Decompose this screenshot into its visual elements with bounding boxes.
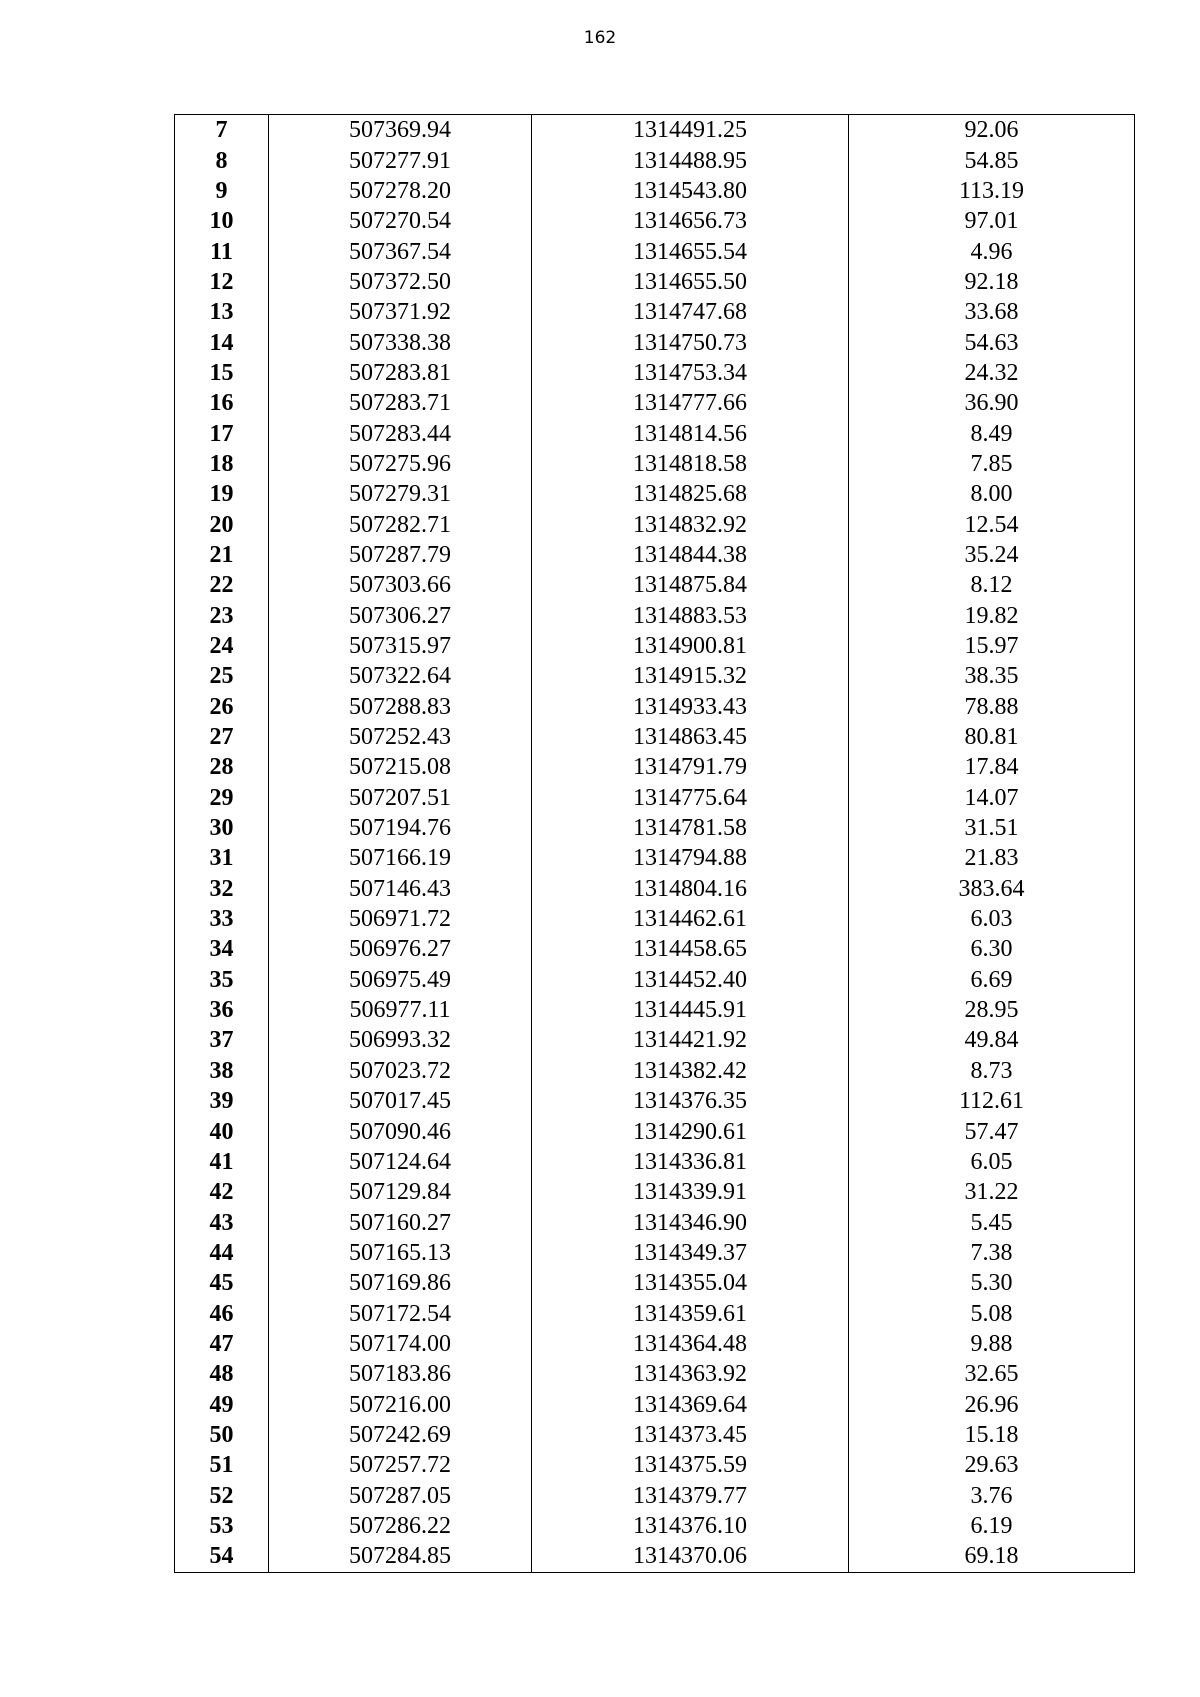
x-coordinate-cell: 506971.72	[269, 904, 532, 934]
table-row	[175, 509, 1135, 539]
x-coordinate-cell: 507322.64	[269, 661, 532, 691]
distance-cell: 8.49	[849, 418, 1135, 448]
y-coordinate-cell: 1314747.68	[532, 297, 849, 327]
y-coordinate-cell: 1314346.90	[532, 1207, 849, 1237]
table-row	[175, 1116, 1135, 1146]
table-row	[175, 297, 1135, 327]
distance-cell: 26.96	[849, 1389, 1135, 1419]
distance-cell: 6.05	[849, 1147, 1135, 1177]
table-row	[175, 1025, 1135, 1055]
distance-cell: 112.61	[849, 1086, 1135, 1116]
y-coordinate-cell: 1314462.61	[532, 904, 849, 934]
y-coordinate-cell: 1314363.92	[532, 1359, 849, 1389]
table-row	[175, 1359, 1135, 1389]
point-number-cell: 29	[175, 783, 269, 813]
table-row	[175, 1207, 1135, 1237]
point-number-cell: 22	[175, 570, 269, 600]
point-number-cell: 14	[175, 327, 269, 357]
x-coordinate-cell: 507090.46	[269, 1116, 532, 1146]
distance-cell: 6.69	[849, 965, 1135, 995]
x-coordinate-cell: 506975.49	[269, 965, 532, 995]
x-coordinate-cell: 507124.64	[269, 1147, 532, 1177]
table-row	[175, 1389, 1135, 1419]
x-coordinate-cell: 506976.27	[269, 934, 532, 964]
point-number-cell: 51	[175, 1450, 269, 1480]
y-coordinate-cell: 1314844.38	[532, 540, 849, 570]
point-number-cell: 8	[175, 145, 269, 175]
distance-cell: 7.85	[849, 449, 1135, 479]
x-coordinate-cell: 507172.54	[269, 1298, 532, 1328]
x-coordinate-cell: 507372.50	[269, 267, 532, 297]
distance-cell: 38.35	[849, 661, 1135, 691]
x-coordinate-cell: 507282.71	[269, 509, 532, 539]
point-number-cell: 23	[175, 601, 269, 631]
point-number-cell: 36	[175, 995, 269, 1025]
coordinates-table	[174, 114, 1135, 1573]
y-coordinate-cell: 1314359.61	[532, 1298, 849, 1328]
point-number-cell: 53	[175, 1511, 269, 1541]
point-number-cell: 24	[175, 631, 269, 661]
y-coordinate-cell: 1314875.84	[532, 570, 849, 600]
distance-cell: 57.47	[849, 1116, 1135, 1146]
distance-cell: 8.00	[849, 479, 1135, 509]
table-row	[175, 874, 1135, 904]
x-coordinate-cell: 507183.86	[269, 1359, 532, 1389]
x-coordinate-cell: 507367.54	[269, 236, 532, 266]
table-row	[175, 601, 1135, 631]
table-row	[175, 358, 1135, 388]
table-row	[175, 934, 1135, 964]
x-coordinate-cell: 507371.92	[269, 297, 532, 327]
table-row	[175, 479, 1135, 509]
x-coordinate-cell: 507207.51	[269, 783, 532, 813]
point-number-cell: 21	[175, 540, 269, 570]
y-coordinate-cell: 1314369.64	[532, 1389, 849, 1419]
table-row	[175, 1177, 1135, 1207]
y-coordinate-cell: 1314543.80	[532, 176, 849, 206]
y-coordinate-cell: 1314775.64	[532, 783, 849, 813]
distance-cell: 35.24	[849, 540, 1135, 570]
y-coordinate-cell: 1314915.32	[532, 661, 849, 691]
x-coordinate-cell: 506977.11	[269, 995, 532, 1025]
table-row	[175, 1541, 1135, 1572]
distance-cell: 15.18	[849, 1420, 1135, 1450]
point-number-cell: 11	[175, 236, 269, 266]
distance-cell: 6.30	[849, 934, 1135, 964]
y-coordinate-cell: 1314804.16	[532, 874, 849, 904]
y-coordinate-cell: 1314832.92	[532, 509, 849, 539]
x-coordinate-cell: 507023.72	[269, 1056, 532, 1086]
y-coordinate-cell: 1314825.68	[532, 479, 849, 509]
point-number-cell: 46	[175, 1298, 269, 1328]
x-coordinate-cell: 507315.97	[269, 631, 532, 661]
distance-cell: 54.85	[849, 145, 1135, 175]
x-coordinate-cell: 507216.00	[269, 1389, 532, 1419]
y-coordinate-cell: 1314863.45	[532, 722, 849, 752]
table-row	[175, 236, 1135, 266]
y-coordinate-cell: 1314750.73	[532, 327, 849, 357]
distance-cell: 14.07	[849, 783, 1135, 813]
distance-cell: 32.65	[849, 1359, 1135, 1389]
table-row	[175, 1268, 1135, 1298]
x-coordinate-cell: 507252.43	[269, 722, 532, 752]
y-coordinate-cell: 1314379.77	[532, 1480, 849, 1510]
point-number-cell: 7	[175, 115, 269, 146]
table-row	[175, 722, 1135, 752]
y-coordinate-cell: 1314445.91	[532, 995, 849, 1025]
x-coordinate-cell: 507283.81	[269, 358, 532, 388]
point-number-cell: 37	[175, 1025, 269, 1055]
x-coordinate-cell: 507306.27	[269, 601, 532, 631]
point-number-cell: 31	[175, 843, 269, 873]
distance-cell: 49.84	[849, 1025, 1135, 1055]
point-number-cell: 35	[175, 965, 269, 995]
point-number-cell: 43	[175, 1207, 269, 1237]
point-number-cell: 42	[175, 1177, 269, 1207]
y-coordinate-cell: 1314376.10	[532, 1511, 849, 1541]
point-number-cell: 17	[175, 418, 269, 448]
y-coordinate-cell: 1314375.59	[532, 1450, 849, 1480]
x-coordinate-cell: 507129.84	[269, 1177, 532, 1207]
distance-cell: 78.88	[849, 692, 1135, 722]
x-coordinate-cell: 507275.96	[269, 449, 532, 479]
table-row	[175, 570, 1135, 600]
x-coordinate-cell: 507270.54	[269, 206, 532, 236]
distance-cell: 383.64	[849, 874, 1135, 904]
point-number-cell: 10	[175, 206, 269, 236]
y-coordinate-cell: 1314488.95	[532, 145, 849, 175]
table-row	[175, 995, 1135, 1025]
point-number-cell: 41	[175, 1147, 269, 1177]
x-coordinate-cell: 507283.44	[269, 418, 532, 448]
distance-cell: 5.45	[849, 1207, 1135, 1237]
x-coordinate-cell: 507194.76	[269, 813, 532, 843]
y-coordinate-cell: 1314339.91	[532, 1177, 849, 1207]
x-coordinate-cell: 507174.00	[269, 1329, 532, 1359]
table-row	[175, 145, 1135, 175]
x-coordinate-cell: 507284.85	[269, 1541, 532, 1572]
table-row	[175, 1147, 1135, 1177]
distance-cell: 113.19	[849, 176, 1135, 206]
distance-cell: 29.63	[849, 1450, 1135, 1480]
y-coordinate-cell: 1314933.43	[532, 692, 849, 722]
distance-cell: 28.95	[849, 995, 1135, 1025]
distance-cell: 6.03	[849, 904, 1135, 934]
table-row	[175, 752, 1135, 782]
distance-cell: 17.84	[849, 752, 1135, 782]
point-number-cell: 9	[175, 176, 269, 206]
x-coordinate-cell: 507160.27	[269, 1207, 532, 1237]
distance-cell: 92.18	[849, 267, 1135, 297]
y-coordinate-cell: 1314781.58	[532, 813, 849, 843]
y-coordinate-cell: 1314364.48	[532, 1329, 849, 1359]
point-number-cell: 52	[175, 1480, 269, 1510]
y-coordinate-cell: 1314753.34	[532, 358, 849, 388]
point-number-cell: 50	[175, 1420, 269, 1450]
y-coordinate-cell: 1314349.37	[532, 1238, 849, 1268]
y-coordinate-cell: 1314376.35	[532, 1086, 849, 1116]
distance-cell: 33.68	[849, 297, 1135, 327]
point-number-cell: 13	[175, 297, 269, 327]
point-number-cell: 12	[175, 267, 269, 297]
table-row	[175, 418, 1135, 448]
table-row	[175, 115, 1135, 146]
x-coordinate-cell: 507277.91	[269, 145, 532, 175]
distance-cell: 8.12	[849, 570, 1135, 600]
point-number-cell: 45	[175, 1268, 269, 1298]
point-number-cell: 44	[175, 1238, 269, 1268]
distance-cell: 80.81	[849, 722, 1135, 752]
distance-cell: 7.38	[849, 1238, 1135, 1268]
table-row	[175, 176, 1135, 206]
point-number-cell: 25	[175, 661, 269, 691]
x-coordinate-cell: 507278.20	[269, 176, 532, 206]
x-coordinate-cell: 507283.71	[269, 388, 532, 418]
y-coordinate-cell: 1314290.61	[532, 1116, 849, 1146]
y-coordinate-cell: 1314421.92	[532, 1025, 849, 1055]
point-number-cell: 15	[175, 358, 269, 388]
point-number-cell: 39	[175, 1086, 269, 1116]
y-coordinate-cell: 1314814.56	[532, 418, 849, 448]
point-number-cell: 27	[175, 722, 269, 752]
y-coordinate-cell: 1314794.88	[532, 843, 849, 873]
y-coordinate-cell: 1314883.53	[532, 601, 849, 631]
distance-cell: 3.76	[849, 1480, 1135, 1510]
point-number-cell: 54	[175, 1541, 269, 1572]
table-row	[175, 327, 1135, 357]
distance-cell: 9.88	[849, 1329, 1135, 1359]
x-coordinate-cell: 506993.32	[269, 1025, 532, 1055]
distance-cell: 5.08	[849, 1298, 1135, 1328]
table-row	[175, 1329, 1135, 1359]
distance-cell: 6.19	[849, 1511, 1135, 1541]
table-row	[175, 1480, 1135, 1510]
y-coordinate-cell: 1314458.65	[532, 934, 849, 964]
point-number-cell: 40	[175, 1116, 269, 1146]
point-number-cell: 38	[175, 1056, 269, 1086]
x-coordinate-cell: 507369.94	[269, 115, 532, 146]
table-row	[175, 631, 1135, 661]
x-coordinate-cell: 507287.05	[269, 1480, 532, 1510]
x-coordinate-cell: 507165.13	[269, 1238, 532, 1268]
x-coordinate-cell: 507287.79	[269, 540, 532, 570]
table-row	[175, 1511, 1135, 1541]
y-coordinate-cell: 1314656.73	[532, 206, 849, 236]
table-row	[175, 449, 1135, 479]
table-row	[175, 1086, 1135, 1116]
table-row	[175, 843, 1135, 873]
x-coordinate-cell: 507242.69	[269, 1420, 532, 1450]
x-coordinate-cell: 507338.38	[269, 327, 532, 357]
x-coordinate-cell: 507288.83	[269, 692, 532, 722]
distance-cell: 69.18	[849, 1541, 1135, 1572]
table-row	[175, 965, 1135, 995]
distance-cell: 15.97	[849, 631, 1135, 661]
point-number-cell: 32	[175, 874, 269, 904]
point-number-cell: 16	[175, 388, 269, 418]
table-row	[175, 1450, 1135, 1480]
page-number: 162	[583, 28, 617, 48]
y-coordinate-cell: 1314655.54	[532, 236, 849, 266]
table-row	[175, 783, 1135, 813]
x-coordinate-cell: 507017.45	[269, 1086, 532, 1116]
table-row	[175, 388, 1135, 418]
distance-cell: 54.63	[849, 327, 1135, 357]
y-coordinate-cell: 1314373.45	[532, 1420, 849, 1450]
table-row	[175, 904, 1135, 934]
y-coordinate-cell: 1314900.81	[532, 631, 849, 661]
point-number-cell: 30	[175, 813, 269, 843]
point-number-cell: 33	[175, 904, 269, 934]
x-coordinate-cell: 507303.66	[269, 570, 532, 600]
table-row	[175, 1420, 1135, 1450]
point-number-cell: 18	[175, 449, 269, 479]
table-row	[175, 1238, 1135, 1268]
point-number-cell: 49	[175, 1389, 269, 1419]
y-coordinate-cell: 1314818.58	[532, 449, 849, 479]
table-row	[175, 206, 1135, 236]
y-coordinate-cell: 1314336.81	[532, 1147, 849, 1177]
table-row	[175, 1056, 1135, 1086]
y-coordinate-cell: 1314491.25	[532, 115, 849, 146]
x-coordinate-cell: 507286.22	[269, 1511, 532, 1541]
table-row	[175, 692, 1135, 722]
table-row	[175, 1298, 1135, 1328]
distance-cell: 21.83	[849, 843, 1135, 873]
distance-cell: 36.90	[849, 388, 1135, 418]
table-row	[175, 661, 1135, 691]
distance-cell: 97.01	[849, 206, 1135, 236]
distance-cell: 31.22	[849, 1177, 1135, 1207]
point-number-cell: 47	[175, 1329, 269, 1359]
y-coordinate-cell: 1314382.42	[532, 1056, 849, 1086]
y-coordinate-cell: 1314791.79	[532, 752, 849, 782]
x-coordinate-cell: 507279.31	[269, 479, 532, 509]
x-coordinate-cell: 507169.86	[269, 1268, 532, 1298]
distance-cell: 4.96	[849, 236, 1135, 266]
y-coordinate-cell: 1314777.66	[532, 388, 849, 418]
x-coordinate-cell: 507257.72	[269, 1450, 532, 1480]
x-coordinate-cell: 507215.08	[269, 752, 532, 782]
point-number-cell: 28	[175, 752, 269, 782]
table-row	[175, 540, 1135, 570]
x-coordinate-cell: 507166.19	[269, 843, 532, 873]
x-coordinate-cell: 507146.43	[269, 874, 532, 904]
distance-cell: 19.82	[849, 601, 1135, 631]
point-number-cell: 48	[175, 1359, 269, 1389]
y-coordinate-cell: 1314355.04	[532, 1268, 849, 1298]
point-number-cell: 20	[175, 509, 269, 539]
distance-cell: 5.30	[849, 1268, 1135, 1298]
point-number-cell: 26	[175, 692, 269, 722]
point-number-cell: 34	[175, 934, 269, 964]
point-number-cell: 19	[175, 479, 269, 509]
y-coordinate-cell: 1314370.06	[532, 1541, 849, 1572]
coordinates-table-body	[175, 115, 1135, 1573]
table-row	[175, 267, 1135, 297]
distance-cell: 24.32	[849, 358, 1135, 388]
distance-cell: 12.54	[849, 509, 1135, 539]
y-coordinate-cell: 1314452.40	[532, 965, 849, 995]
table-row	[175, 813, 1135, 843]
distance-cell: 31.51	[849, 813, 1135, 843]
distance-cell: 92.06	[849, 115, 1135, 146]
distance-cell: 8.73	[849, 1056, 1135, 1086]
y-coordinate-cell: 1314655.50	[532, 267, 849, 297]
